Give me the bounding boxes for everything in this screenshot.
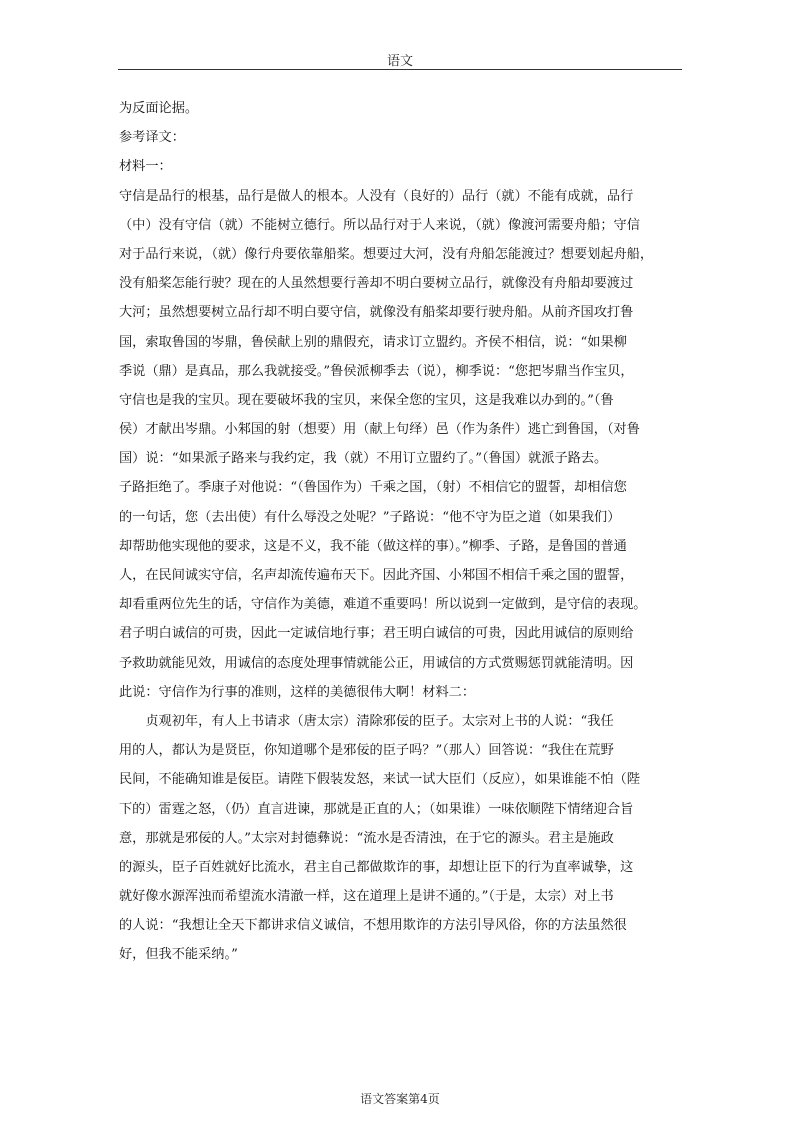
text-line: 意，那就是邪佞的人。”太宗对封德彝说：“流水是否清浊，在于它的源头。君主是施政 — [119, 830, 614, 846]
text-line: 为反面论据。 — [119, 101, 199, 116]
text-line: 予救助就能见效，用诚信的态度处理事情就能公正，用诚信的方式赏赐惩罚就能清明。因 — [119, 655, 634, 671]
text-line: 用的人，都认为是贤臣，你知道哪个是邪佞的臣子吗？”（那人）回答说：“我住在荒野 — [119, 743, 614, 759]
text-line: （中）没有守信（就）不能树立德行。所以品行对于人来说，（就）像渡河需要舟船；守信 — [119, 217, 640, 233]
document-body — [119, 94, 687, 970]
page-header-title: 语文 — [386, 54, 413, 69]
text-line: 对于品行来说，（就）像行舟要依靠船桨。想要过大河，没有舟船怎能渡过？想要划起舟船， — [119, 246, 654, 262]
text-line: 守信也是我的宝贝。现在要破坏我的宝贝，来保全您的宝贝，这是我难以办到的。”（鲁 — [119, 392, 614, 408]
text-line: 民间，不能确知谁是佞臣。请陛下假装发怒，来试一试大臣们（反应），如果谁能不怕（陛 — [119, 772, 640, 788]
text-line: 贞观初年，有人上书请求（唐太宗）清除邪佞的臣子。太宗对上书的人说：“我任 — [119, 713, 614, 729]
text-line: 没有船桨怎能行驶？现在的人虽然想要行善却不明白要树立品行，就像没有舟船却要渡过 — [119, 276, 634, 292]
text-line: 国）说：“如果派子路来与我约定，我（就）不用订立盟约了。”（鲁国）就派子路去。 — [119, 451, 608, 467]
text-line: 下的）雷霆之怒，（仍）直言进谏，那就是正直的人；（如果谁）一味依顺陛下情绪迎合旨 — [119, 801, 634, 817]
text-line: 侯）才献出岑鼎。小邾国的射（想要）用（献上句绎）邑（作为条件）逃亡到鲁国，（对鲁 — [119, 422, 640, 438]
text-line: 参考译文： — [119, 130, 185, 146]
text-line: 却看重两位先生的话，守信作为美德，难道不重要吗！所以说到一定做到，是守信的表现。 — [119, 597, 647, 613]
text-line: 子路拒绝了。季康子对他说：“（鲁国作为）千乘之国，（射）不相信它的盟誓，却相信您 — [119, 480, 627, 496]
text-line: 国，索取鲁国的岑鼎，鲁侯献上别的鼎假充，请求订立盟约。齐侯不相信，说：“如果柳 — [119, 334, 627, 350]
text-line: 君子明白诚信的可贵，因此一定诚信地行事；君王明白诚信的可贵，因此用诚信的原则给 — [119, 626, 634, 642]
text-line: 人，在民间诚实守信，名声却流传遍布天下。因此齐国、小邾国不相信千乘之国的盟誓， — [119, 568, 634, 583]
text-line: 的一句话，您（去出使）有什么辱没之处呢？”子路说：“他不守为臣之道（如果我们） — [119, 509, 621, 525]
text-line: 就好像水源浑浊而希望流水清澈一样，这在道理上是讲不通的。”（于是，太宗）对上书 — [119, 889, 614, 905]
page-footer: 语文答案第4页 — [360, 1092, 440, 1106]
text-line: 此说：守信作为行事的准则，这样的美德很伟大啊！材料二： — [119, 684, 476, 700]
text-line: 大河；虽然想要树立品行却不明白要守信，就像没有船桨却要行驶舟船。从前齐国攻打鲁 — [119, 305, 634, 321]
text-line: 季说（鼎）是真品，那么我就接受。”鲁侯派柳季去（说），柳季说：“您把岑鼎当作宝贝， — [119, 363, 634, 379]
text-line: 却帮助他实现他的要求，这是不义，我不能（做这样的事）。”柳季、子路，是鲁国的普通 — [119, 538, 627, 554]
text-line: 守信是品行的根基，品行是做人的根本。人没有（良好的）品行（就）不能有成就，品行 — [119, 188, 634, 204]
text-line: 的人说：“我想让全天下都讲求信义诚信，不想用欺诈的方法引导风俗，你的方法虽然很 — [119, 918, 627, 934]
text-line: 的源头，臣子百姓就好比流水，君主自己都做欺诈的事，却想让臣下的行为直率诚挚，这 — [119, 859, 634, 875]
header-divider — [118, 69, 682, 70]
text-line: 材料一： — [119, 159, 172, 175]
text-line: 好，但我不能采纳。” — [119, 947, 238, 963]
